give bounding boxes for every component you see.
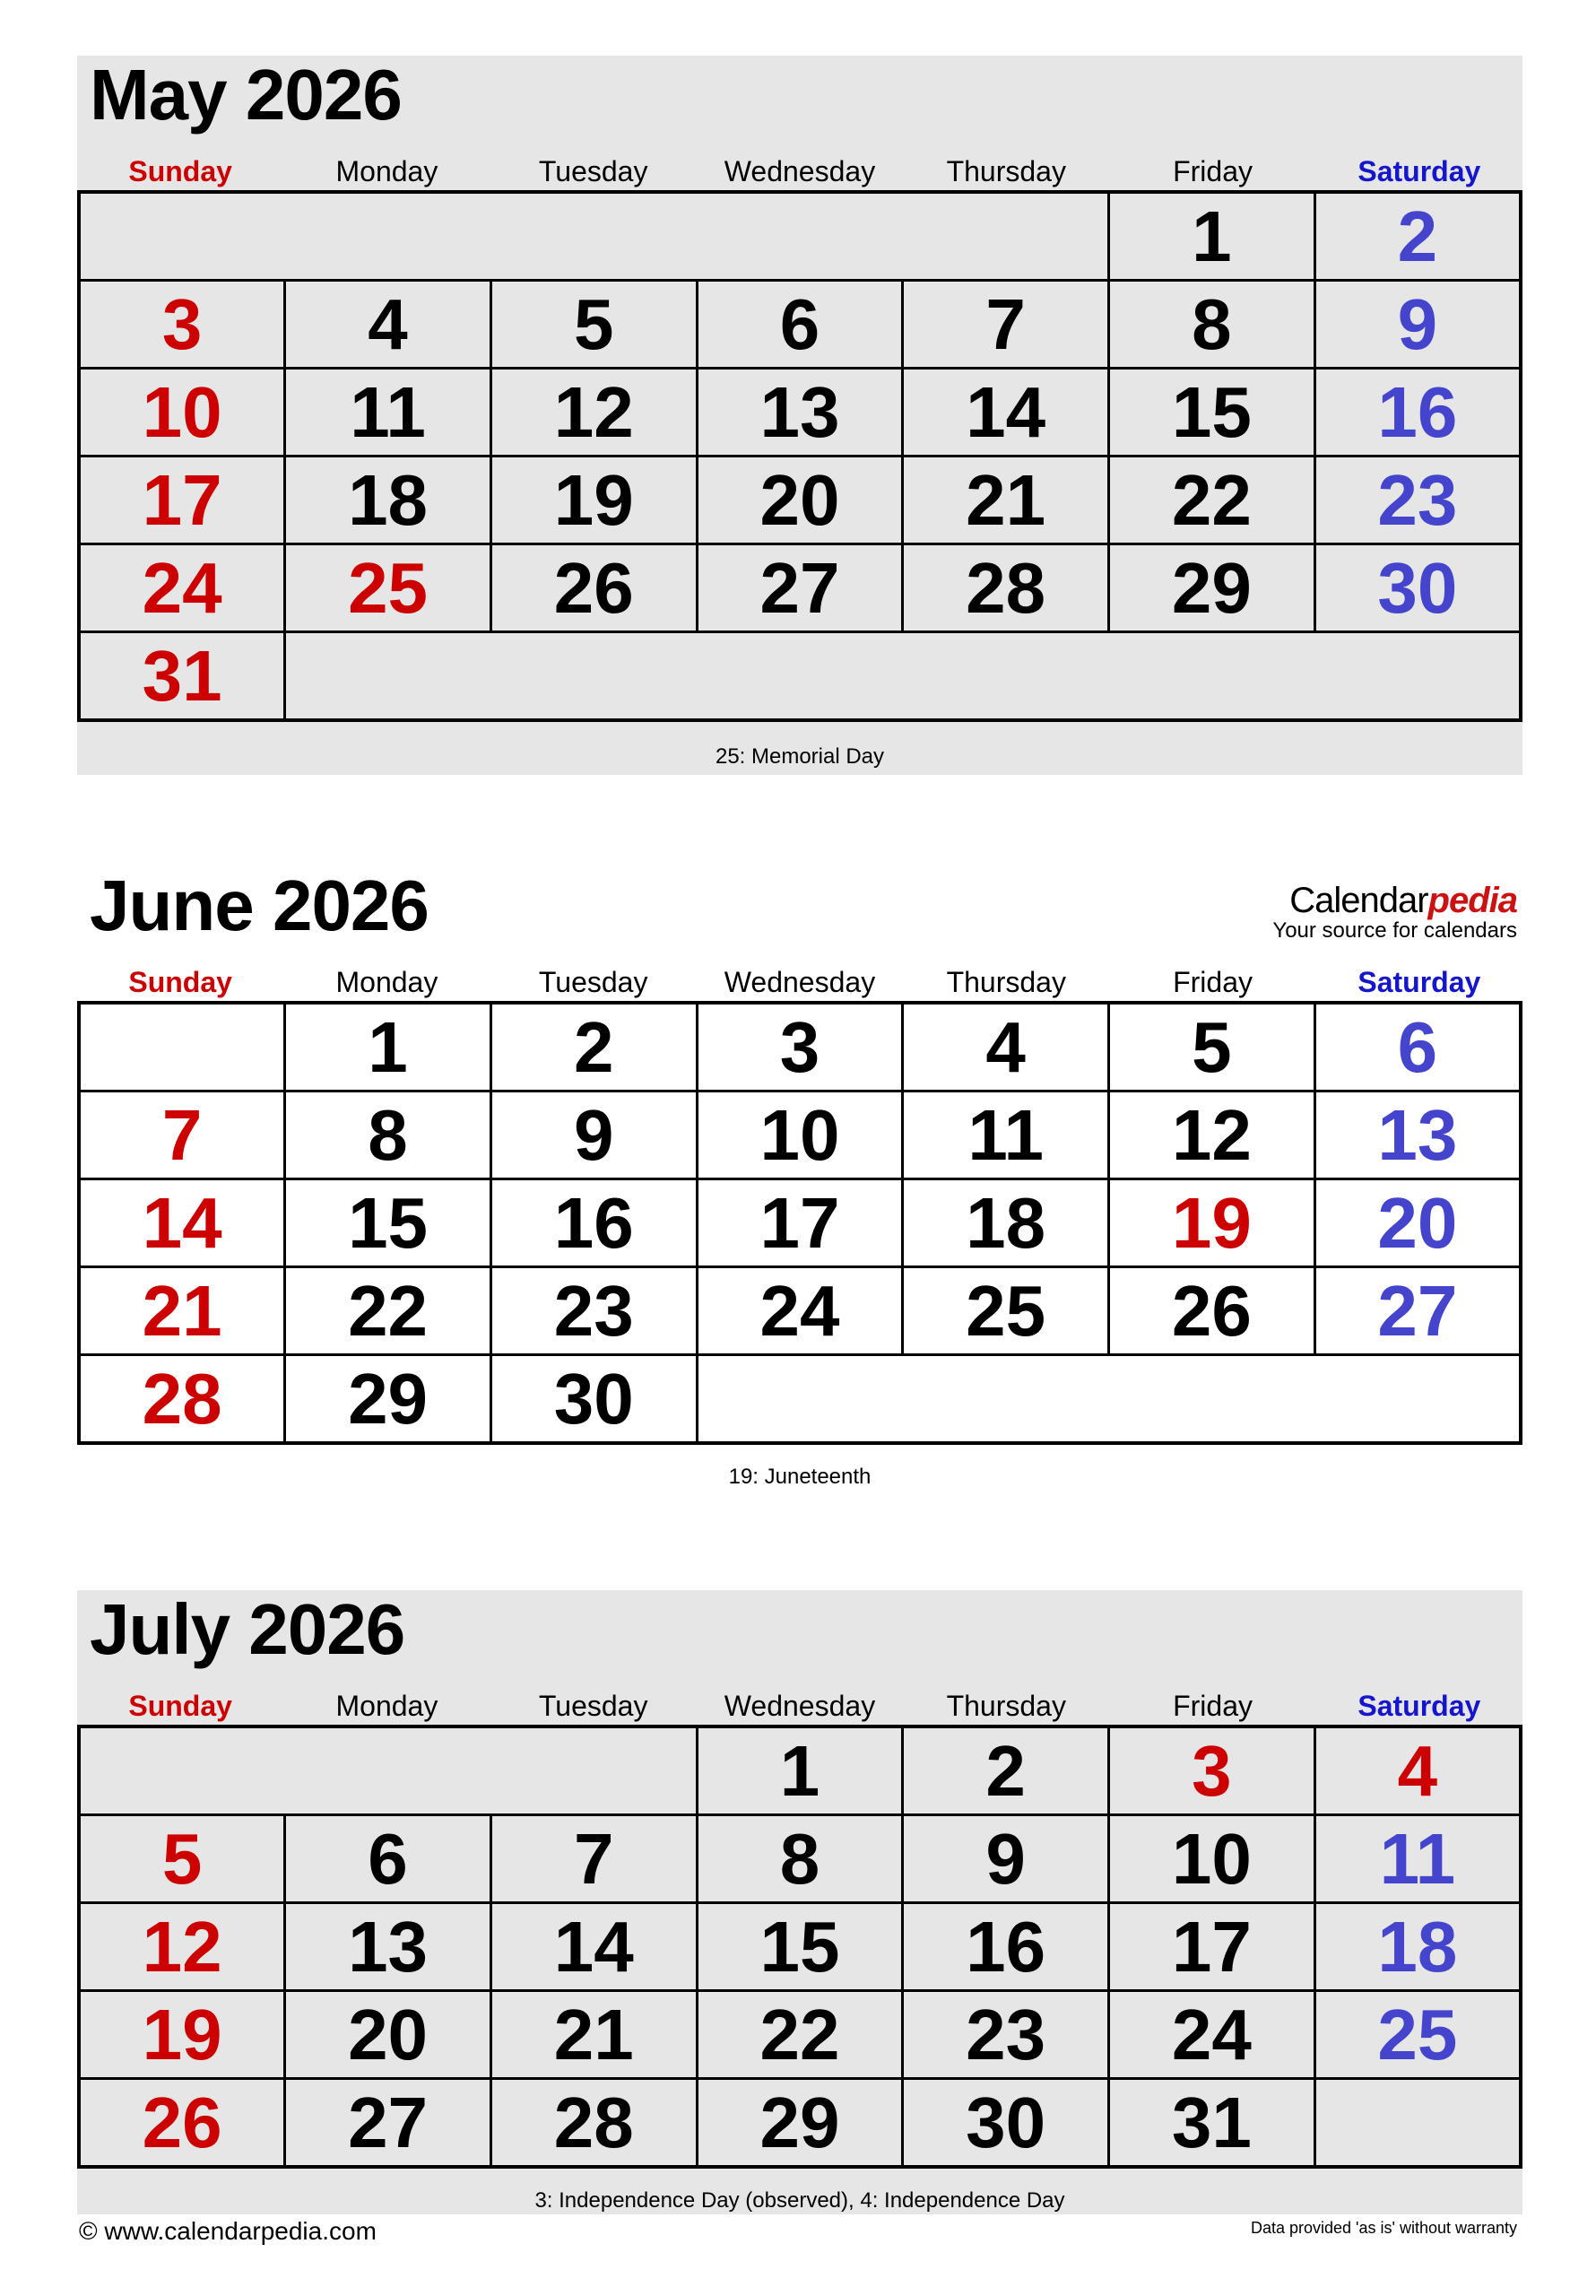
day-cell-17: 17	[697, 1179, 903, 1267]
day-cell-11: 11	[903, 1091, 1109, 1179]
empty-day-cell	[1314, 2079, 1521, 2168]
day-cell-4: 4	[285, 281, 491, 369]
day-cell-18: 18	[285, 457, 491, 544]
holiday-note-june: 19: Juneteenth	[728, 1465, 872, 1489]
day-cell-16: 16	[1314, 369, 1521, 457]
calendar-grid-july	[77, 1725, 1522, 2169]
day-cell-20: 20	[697, 457, 903, 544]
day-cell-20: 20	[285, 1991, 491, 2079]
day-cell-31: 31	[79, 632, 285, 721]
day-cell-22: 22	[285, 1267, 491, 1355]
weekday-header-saturday: Saturday	[1357, 966, 1481, 998]
empty-day-cell	[79, 1003, 285, 1091]
weekday-header-row	[77, 1691, 1522, 1722]
weekday-header-saturday: Saturday	[1357, 155, 1481, 187]
day-cell-2: 2	[490, 1003, 697, 1091]
calendarpedia-logo	[1272, 883, 1517, 942]
holiday-note-july: 3: Independence Day (observed), 4: Independence Day	[534, 2188, 1065, 2213]
day-cell-25: 25	[903, 1267, 1109, 1355]
day-cell-26: 26	[1109, 1267, 1315, 1355]
day-cell-15: 15	[285, 1179, 491, 1267]
day-cell-27: 27	[285, 2079, 491, 2168]
day-cell-8: 8	[697, 1815, 903, 1903]
month-title-may: May 2026	[90, 55, 402, 135]
weekday-header-thursday: Thursday	[946, 1690, 1066, 1722]
day-cell-27: 27	[697, 544, 903, 632]
day-cell-24: 24	[697, 1267, 903, 1355]
logo-tagline: Your source for calendars	[1272, 918, 1517, 943]
day-cell-10: 10	[79, 369, 285, 457]
weekday-header-tuesday: Tuesday	[538, 966, 648, 998]
weekday-header-monday: Monday	[335, 155, 438, 187]
empty-day-cell	[285, 632, 1521, 721]
day-cell-22: 22	[1109, 457, 1315, 544]
weekday-header-wednesday: Wednesday	[724, 966, 876, 998]
day-cell-18: 18	[1314, 1903, 1521, 1991]
day-cell-26: 26	[79, 2079, 285, 2168]
logo-wordmark	[1272, 883, 1517, 918]
day-cell-6: 6	[697, 281, 903, 369]
weekday-header-friday: Friday	[1173, 966, 1253, 998]
logo-text-black: Calendar	[1289, 881, 1428, 920]
day-cell-24: 24	[79, 544, 285, 632]
day-cell-26: 26	[490, 544, 697, 632]
day-cell-21: 21	[490, 1991, 697, 2079]
day-cell-30: 30	[903, 2079, 1109, 2168]
day-cell-18: 18	[903, 1179, 1109, 1267]
day-cell-1: 1	[285, 1003, 491, 1091]
day-cell-5: 5	[490, 281, 697, 369]
day-cell-11: 11	[1314, 1815, 1521, 1903]
month-section-may	[77, 56, 1522, 775]
day-cell-6: 6	[1314, 1003, 1521, 1091]
weekday-header-row	[77, 156, 1522, 187]
day-cell-28: 28	[903, 544, 1109, 632]
logo-text-red: pedia	[1427, 881, 1517, 920]
day-cell-3: 3	[1109, 1726, 1315, 1815]
weekday-header-monday: Monday	[335, 1690, 438, 1722]
day-cell-22: 22	[697, 1991, 903, 2079]
weekday-header-sunday: Sunday	[128, 155, 232, 187]
day-cell-13: 13	[1314, 1091, 1521, 1179]
weekday-header-tuesday: Tuesday	[538, 155, 648, 187]
weekday-header-sunday: Sunday	[128, 1690, 232, 1722]
day-cell-30: 30	[1314, 544, 1521, 632]
day-cell-8: 8	[1109, 281, 1315, 369]
day-cell-8: 8	[285, 1091, 491, 1179]
day-cell-19: 19	[490, 457, 697, 544]
day-cell-16: 16	[903, 1903, 1109, 1991]
weekday-header-saturday: Saturday	[1357, 1690, 1481, 1722]
day-cell-17: 17	[1109, 1903, 1315, 1991]
month-title-june: June 2026	[90, 865, 429, 945]
day-cell-10: 10	[1109, 1815, 1315, 1903]
day-cell-23: 23	[903, 1991, 1109, 2079]
day-cell-12: 12	[79, 1903, 285, 1991]
day-cell-21: 21	[903, 457, 1109, 544]
day-cell-9: 9	[490, 1091, 697, 1179]
day-cell-23: 23	[490, 1267, 697, 1355]
calendar-grid-june	[77, 1001, 1522, 1445]
day-cell-3: 3	[697, 1003, 903, 1091]
day-cell-28: 28	[79, 1355, 285, 1444]
day-cell-7: 7	[903, 281, 1109, 369]
day-cell-2: 2	[903, 1726, 1109, 1815]
day-cell-23: 23	[1314, 457, 1521, 544]
day-cell-14: 14	[903, 369, 1109, 457]
day-cell-7: 7	[79, 1091, 285, 1179]
weekday-header-sunday: Sunday	[128, 966, 232, 998]
day-cell-15: 15	[697, 1903, 903, 1991]
month-section-july	[77, 1590, 1522, 2214]
empty-day-cell	[79, 1726, 697, 1815]
weekday-header-thursday: Thursday	[946, 155, 1066, 187]
day-cell-14: 14	[79, 1179, 285, 1267]
day-cell-3: 3	[79, 281, 285, 369]
day-cell-20: 20	[1314, 1179, 1521, 1267]
day-cell-4: 4	[903, 1003, 1109, 1091]
calendar-grid-may	[77, 190, 1522, 722]
day-cell-6: 6	[285, 1815, 491, 1903]
day-cell-31: 31	[1109, 2079, 1315, 2168]
day-cell-12: 12	[1109, 1091, 1315, 1179]
day-cell-19: 19	[1109, 1179, 1315, 1267]
weekday-header-friday: Friday	[1173, 1690, 1253, 1722]
empty-day-cell	[697, 1355, 1521, 1444]
day-cell-1: 1	[1109, 192, 1315, 281]
weekday-header-thursday: Thursday	[946, 966, 1066, 998]
day-cell-15: 15	[1109, 369, 1315, 457]
day-cell-29: 29	[285, 1355, 491, 1444]
day-cell-17: 17	[79, 457, 285, 544]
day-cell-30: 30	[490, 1355, 697, 1444]
day-cell-13: 13	[697, 369, 903, 457]
weekday-header-tuesday: Tuesday	[538, 1690, 648, 1722]
day-cell-7: 7	[490, 1815, 697, 1903]
month-section-june	[77, 866, 1522, 1494]
day-cell-2: 2	[1314, 192, 1521, 281]
holiday-note-may: 25: Memorial Day	[715, 744, 885, 769]
day-cell-11: 11	[285, 369, 491, 457]
day-cell-5: 5	[79, 1815, 285, 1903]
day-cell-16: 16	[490, 1179, 697, 1267]
copyright-text: © www.calendarpedia.com	[79, 2217, 377, 2245]
disclaimer-text: Data provided 'as is' without warranty	[1250, 2219, 1517, 2237]
day-cell-21: 21	[79, 1267, 285, 1355]
empty-day-cell	[79, 192, 1109, 281]
day-cell-9: 9	[1314, 281, 1521, 369]
day-cell-5: 5	[1109, 1003, 1315, 1091]
day-cell-25: 25	[1314, 1991, 1521, 2079]
day-cell-14: 14	[490, 1903, 697, 1991]
day-cell-24: 24	[1109, 1991, 1315, 2079]
weekday-header-wednesday: Wednesday	[724, 155, 876, 187]
day-cell-1: 1	[697, 1726, 903, 1815]
day-cell-13: 13	[285, 1903, 491, 1991]
month-title-july: July 2026	[90, 1589, 405, 1669]
day-cell-27: 27	[1314, 1267, 1521, 1355]
day-cell-28: 28	[490, 2079, 697, 2168]
day-cell-9: 9	[903, 1815, 1109, 1903]
weekday-header-wednesday: Wednesday	[724, 1690, 876, 1722]
weekday-header-friday: Friday	[1173, 155, 1253, 187]
weekday-header-monday: Monday	[335, 966, 438, 998]
day-cell-4: 4	[1314, 1726, 1521, 1815]
day-cell-12: 12	[490, 369, 697, 457]
weekday-header-row	[77, 967, 1522, 998]
day-cell-10: 10	[697, 1091, 903, 1179]
day-cell-29: 29	[697, 2079, 903, 2168]
day-cell-25: 25	[285, 544, 491, 632]
day-cell-19: 19	[79, 1991, 285, 2079]
day-cell-29: 29	[1109, 544, 1315, 632]
